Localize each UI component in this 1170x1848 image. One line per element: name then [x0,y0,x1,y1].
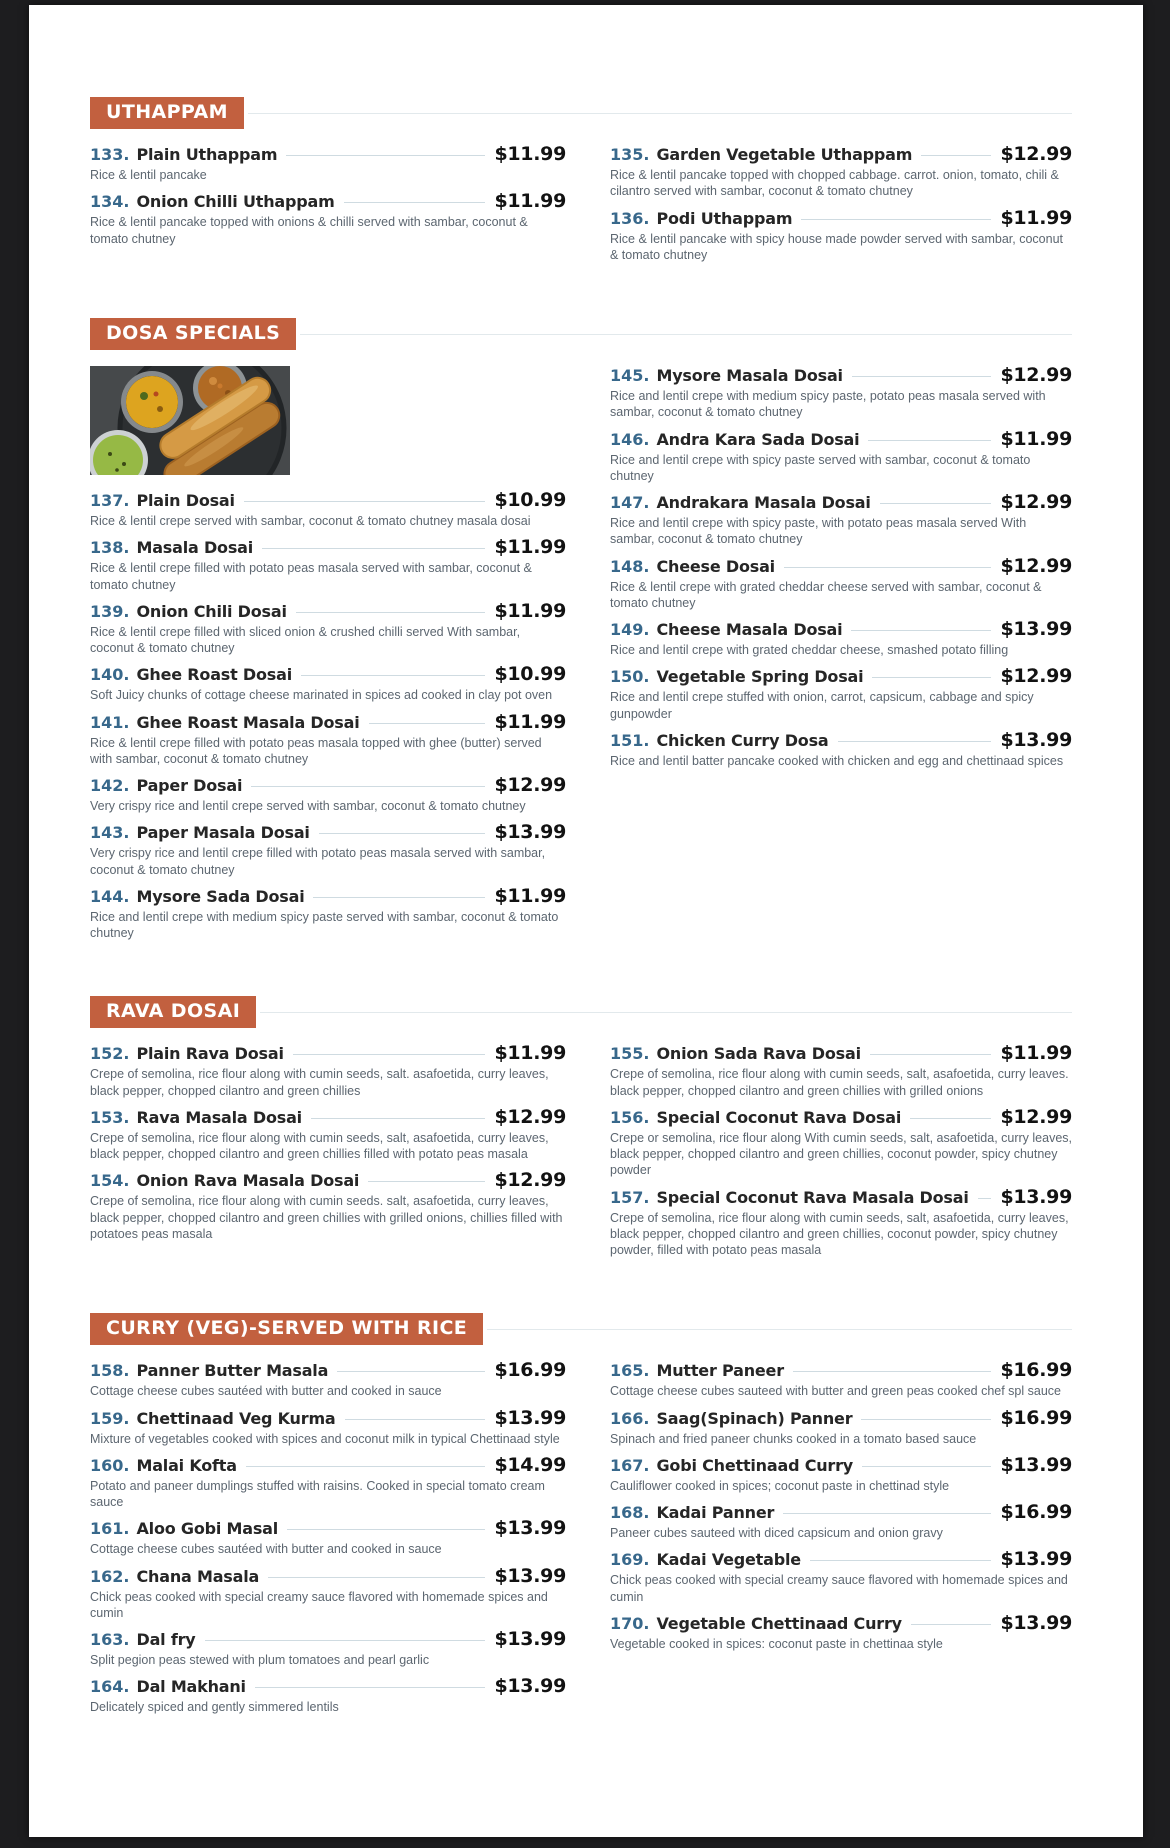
item-price: $14.99 [494,1453,566,1476]
item-number: 152. [90,1044,130,1064]
leader-line [851,630,991,631]
leader-line [344,202,486,203]
item-number: 160. [90,1455,130,1475]
menu-item-head [90,143,566,165]
menu-item [610,428,1072,485]
item-description: Split pegion peas stewed with plum tomatoes and pearl garlic [90,1653,430,1667]
item-number: 153. [90,1107,130,1127]
item-number: 135. [610,145,650,164]
item-description: Rice and lentil crepe with spicy paste served with sambar, coconut & tomato chutney [610,452,1031,483]
item-name: Plain Rava Dosai [136,1044,284,1064]
menu-item [610,1501,1072,1541]
item-number: 156. [610,1107,650,1127]
item-price: $12.99 [1000,143,1072,165]
menu-item-head [610,1612,1072,1634]
menu-item [90,774,566,814]
menu-item-head [610,1042,1072,1064]
leader-line [337,1371,485,1372]
item-description: Paneer cubes sauteed with diced capsicum and onion gravy [610,1526,943,1540]
item-price: $12.99 [494,1169,566,1192]
dosa-platter-photo [90,366,290,475]
item-name: Masala Dosai [136,538,254,558]
item-number: 154. [90,1171,130,1191]
menu-item-head [610,665,1072,687]
item-name: Dal fry [136,1630,196,1649]
item-price: $12.99 [494,774,566,796]
menu-item [610,143,1072,200]
menu-item-head [610,555,1072,577]
item-number: 162. [90,1566,130,1586]
item-description: Rice & lentil crepe with grated cheddar cheese served with sambar, coconut & tomato chutney [610,579,1042,610]
menu-item-head [90,489,566,511]
menu-item [610,1454,1072,1494]
item-number: 145. [610,366,650,385]
menu-item [90,489,566,529]
menu-item [90,600,566,657]
menu-item-head [90,774,566,796]
item-description: Rice and lentil crepe stuffed with onion, carrot, capsicum, cabbage and spicy gunpowder [610,690,1034,721]
menu-item-head [610,1407,1072,1429]
item-description: Very crispy rice and lentil crepe served with sambar, coconut & tomato chutney [90,799,526,813]
item-price: $11.99 [1000,1042,1072,1065]
item-price: $12.99 [494,1105,566,1128]
leader-line [319,833,486,834]
item-description: Rice & lentil crepe filled with potato peas masala served with sambar, coconut & tomato chutney [90,561,532,592]
item-price: $11.99 [494,536,566,559]
menu-item [610,555,1072,612]
leader-line [872,677,991,678]
item-name: Mutter Paneer [656,1361,784,1381]
item-price: $13.99 [494,821,566,844]
item-description: Rice & lentil crepe served with sambar, coconut & tomato chutney masala dosai [90,514,531,528]
leader-line [978,1198,992,1199]
item-name: Chana Masala [136,1566,260,1586]
section-column-right [610,143,1072,270]
item-name: Vegetable Spring Dosai [656,667,864,687]
menu-item-head [90,190,566,212]
item-name: Mysore Masala Dosai [656,366,843,385]
item-name: Rava Masala Dosai [136,1107,302,1127]
item-price: $11.99 [494,710,566,733]
section-rule [487,1329,1072,1330]
item-price: $13.99 [1000,1611,1072,1634]
menu-item-head [90,1675,566,1697]
item-name: Ghee Roast Masala Dosai [136,712,360,732]
item-price: $16.99 [1000,1406,1072,1429]
leader-line [880,503,992,504]
menu-item [90,711,566,768]
item-price: $16.99 [1000,1501,1072,1523]
item-description: Crepe of semolina, rice flour along with cumin seeds, salt, asafoetida, curry leaves, black pepper, chopped cilantro and green chillies, coconut powder, spicy chutney powder, filled with potato peas masala [610,1210,1069,1257]
item-description: Rice & lentil pancake with spicy house made powder served with sambar, coconut & tomato chutney [610,231,1064,262]
item-name: Cheese Dosai [656,556,775,576]
item-price: $13.99 [494,1564,566,1587]
section-rule [260,1012,1072,1013]
item-name: Onion Rava Masala Dosai [136,1171,360,1191]
leader-line [251,786,485,787]
section-header [90,318,1072,350]
leader-line [205,1640,486,1641]
menu-item-head [610,364,1072,386]
menu-item [90,1359,566,1399]
item-description: Cottage cheese cubes sautéed with butter and cooked in sauce [90,1542,442,1557]
item-number: 139. [90,601,130,621]
menu-item [610,1612,1072,1652]
item-description: Crepe or semolina, rice flour along With cumin seeds, salt, asafoetida, curry leaves, black pepper, chopped cilantro and green chillies, coconut powder, spicy chutney powder [610,1130,1073,1178]
menu-item [90,143,566,183]
item-number: 155. [610,1044,650,1064]
menu-item [90,1675,566,1715]
section-column-right [610,1042,1072,1265]
item-price: $11.99 [494,143,566,165]
item-number: 164. [90,1677,130,1697]
item-price: $12.99 [1000,1105,1072,1128]
leader-line [783,1513,991,1514]
item-price: $13.99 [494,1675,566,1698]
leader-line [287,1529,485,1530]
item-price: $11.99 [494,1042,566,1065]
menu-item-head [90,1454,566,1476]
item-price: $13.99 [1000,618,1072,640]
section-title-badge: RAVA DOSAI [90,996,256,1028]
item-description: Mixture of vegetables cooked with spices and coconut milk in typical Chettinaad style [90,1431,560,1446]
item-price: $11.99 [494,190,566,213]
item-name: Aloo Gobi Masal [136,1519,279,1539]
menu-item [610,729,1072,769]
dosa-platter-illustration [90,366,290,475]
item-description: Rice and lentil crepe with medium spicy paste served with sambar, coconut & tomato chutney [90,909,559,940]
menu-item-head [90,1042,566,1064]
item-name: Mysore Sada Dosai [136,886,305,906]
item-description: Spinach and fried paneer chunks cooked in a tomato based sauce [610,1431,977,1446]
item-number: 167. [610,1455,650,1475]
item-name: Paper Dosai [136,776,243,795]
menu-item [610,1548,1072,1605]
item-description: Very crispy rice and lentil crepe filled with potato peas masala served with sambar, coconut & tomato chutney [90,846,546,877]
section-column-left [90,1359,566,1722]
item-name: Saag(Spinach) Panner [656,1408,853,1428]
item-name: Podi Uthappam [656,208,793,228]
menu-item [90,1565,566,1622]
item-description: Cottage cheese cubes sauteed with butter and green peas cooked chef spl sauce [610,1384,1061,1399]
item-number: 165. [610,1361,650,1381]
item-number: 143. [90,823,130,843]
item-price: $13.99 [1000,1548,1072,1571]
menu-item-head [90,663,566,685]
leader-line [911,1624,992,1625]
item-number: 159. [90,1408,130,1428]
leader-line [311,1118,486,1119]
item-number: 133. [90,145,130,164]
menu-item-head [610,207,1072,229]
item-description: Vegetable cooked in spices: coconut paste in chettinaa style [610,1636,943,1651]
item-number: 141. [90,712,130,732]
menu-item [90,663,566,703]
item-description: Cauliflower cooked in spices; coconut paste in chettinad style [610,1478,950,1493]
menu-item-head [90,821,566,843]
item-price: $12.99 [1000,364,1072,386]
leader-line [810,1560,992,1561]
item-price: $11.99 [1000,427,1072,450]
item-name: Ghee Roast Dosai [136,665,293,685]
menu-item [610,1186,1072,1259]
item-name: Special Coconut Rava Masala Dosai [656,1187,969,1207]
item-name: Onion Sada Rava Dosai [656,1044,861,1064]
menu-item [90,821,566,878]
item-number: 138. [90,538,130,558]
leader-line [921,155,991,156]
menu-section [90,97,1072,270]
leader-line [852,376,992,377]
section-header [90,97,1072,129]
menu-item-head [90,600,566,622]
menu-item [90,1106,566,1163]
menu-item-head [610,1359,1072,1381]
item-name: Plain Dosai [136,491,235,510]
leader-line [861,1419,991,1420]
menu-item [610,665,1072,722]
leader-line [870,1054,992,1055]
menu-item [610,1407,1072,1447]
leader-line [255,1687,486,1688]
item-name: Gobi Chettinaad Curry [656,1455,854,1475]
item-name: Plain Uthappam [136,145,278,164]
item-name: Panner Butter Masala [136,1361,329,1381]
menu-item [610,207,1072,264]
item-number: 149. [610,620,650,639]
item-price: $12.99 [1000,491,1072,513]
item-number: 163. [90,1630,130,1649]
leader-line [296,612,486,613]
item-number: 158. [90,1361,130,1381]
leader-line [801,219,991,220]
item-name: Chettinaad Veg Kurma [136,1408,336,1428]
section-title-badge: UTHAPPAM [90,97,244,129]
section-header [90,996,1072,1028]
menu-item [610,1042,1072,1099]
item-description: Crepe of semolina, rice flour along with cumin seeds. salt, asafoetida, curry leaves, black pepper, chopped cilantro and green chillies with grilled onions, chillies filled with potatoes peas masala [90,1194,563,1241]
item-description: Chick peas cooked with special creamy sauce flavored with homemade spices and cumin [90,1589,548,1620]
leader-line [301,675,485,676]
section-column-left [90,1042,566,1249]
menu-item [90,1517,566,1557]
menu-section [90,318,1072,948]
menu-item [90,1454,566,1511]
item-price: $12.99 [1000,665,1072,688]
menu-section [90,996,1072,1265]
item-name: Kadai Panner [656,1503,775,1522]
menu-item-head [610,1548,1072,1570]
item-description: Chick peas cooked with special creamy sauce flavored with homemade spices and cumin [610,1573,1068,1604]
item-name: Andrakara Masala Dosai [656,493,871,512]
menu-page [29,5,1143,1837]
leader-line [293,1054,486,1055]
menu-item [610,1359,1072,1399]
item-price: $16.99 [1000,1359,1072,1382]
menu-item-head [90,1517,566,1539]
section-columns [90,364,1072,948]
leader-line [286,155,485,156]
item-price: $16.99 [494,1359,566,1382]
item-description: Rice and lentil crepe with medium spicy paste, potato peas masala served with sambar, coconut & tomato chutney [610,389,1046,420]
item-name: Onion Chili Dosai [136,601,287,621]
section-column-right [610,364,1072,776]
item-number: 161. [90,1519,130,1539]
leader-line [313,897,485,898]
menu-item-head [90,1407,566,1429]
item-name: Cheese Masala Dosai [656,620,843,639]
menu-item [90,536,566,593]
item-description: Delicately spiced and gently simmered lentils [90,1700,339,1715]
section-columns [90,1042,1072,1265]
item-number: 137. [90,491,130,510]
item-price: $11.99 [494,599,566,622]
item-price: $11.99 [1000,206,1072,229]
menu-item [90,190,566,247]
section-column-left [90,364,566,948]
item-price: $13.99 [1000,1185,1072,1208]
menu-item [90,1407,566,1447]
item-price: $13.99 [494,1406,566,1429]
item-description: Rice & lentil crepe filled with potato peas masala topped with ghee (butter) served with sambar, coconut & tomato chutney [90,735,542,766]
menu-item-head [90,885,566,907]
menu-item-head [610,428,1072,450]
leader-line [369,723,486,724]
menu-item-head [610,729,1072,751]
item-name: Special Coconut Rava Dosai [656,1107,902,1127]
item-price: $10.99 [494,489,566,511]
item-number: 134. [90,192,130,212]
menu-item-head [90,1106,566,1128]
menu-item [610,491,1072,548]
menu-item-head [90,1628,566,1650]
menu-item-head [90,711,566,733]
item-number: 169. [610,1550,650,1570]
item-number: 170. [610,1613,650,1633]
item-description: Rice & lentil crepe filled with sliced onion & crushed chilli served With sambar, coconut & tomato chutney [90,624,521,655]
item-description: Rice and lentil batter pancake cooked with chicken and egg and chettinaad spices [610,753,1064,768]
menu-item-head [90,536,566,558]
menu-item [90,1169,566,1242]
item-number: 166. [610,1408,650,1428]
item-number: 168. [610,1503,650,1522]
item-description: Crepe of semolina, rice flour along with cumin seeds, salt, asafoetida, curry leaves. black pepper, chopped cilantro and green chillies with grilled onions [610,1067,1069,1098]
menu-item-head [90,1359,566,1381]
item-price: $12.99 [1000,554,1072,577]
leader-line [262,548,485,549]
item-number: 151. [610,730,650,750]
menu-item-head [610,491,1072,513]
section-rule [300,334,1072,335]
section-column-right [610,1359,1072,1659]
menu-item-head [610,1186,1072,1208]
section-header [90,1313,1072,1345]
item-number: 147. [610,493,650,512]
menu-item [610,618,1072,658]
item-description: Potato and paneer dumplings stuffed with raisins. Cooked in special tomato cream sauce [90,1478,545,1509]
item-price: $11.99 [494,884,566,907]
item-name: Chicken Curry Dosa [656,730,829,750]
item-price: $13.99 [1000,1453,1072,1476]
section-rule [248,113,1072,114]
item-description: Cottage cheese cubes sautéed with butter and cooked in sauce [90,1384,442,1399]
item-name: Malai Kofta [136,1455,237,1475]
item-price: $10.99 [494,663,566,686]
item-description: Rice and lentil crepe with grated cheddar cheese, smashed potato filling [610,643,1009,657]
item-name: Onion Chilli Uthappam [136,192,335,212]
item-name: Kadai Vegetable [656,1550,801,1570]
item-price: $13.99 [494,1628,566,1650]
item-number: 140. [90,665,130,685]
item-number: 146. [610,429,650,449]
menu-item [90,1628,566,1668]
menu-item-head [610,618,1072,640]
menu-item [90,1042,566,1099]
menu-item-head [610,1501,1072,1523]
leader-line [784,567,992,568]
item-description: Rice and lentil crepe with spicy paste, with potato peas masala served With sambar, coconut & tomato chutney [610,516,1027,547]
item-number: 144. [90,886,130,906]
menu-item-head [90,1169,566,1191]
leader-line [862,1466,991,1467]
menu-item-head [610,143,1072,165]
item-number: 142. [90,776,130,795]
item-name: Vegetable Chettinaad Curry [656,1613,902,1633]
item-price: $13.99 [1000,728,1072,751]
item-description: Rice & lentil pancake topped with onions & chilli served with sambar, coconut & tomato chutney [90,215,528,246]
item-number: 136. [610,208,650,228]
item-name: Garden Vegetable Uthappam [656,145,913,164]
section-title-badge: CURRY (VEG)-SERVED WITH RICE [90,1313,483,1345]
menu-sections-container [90,97,1143,1723]
section-columns [90,143,1072,270]
menu-item-head [90,1565,566,1587]
menu-item-head [610,1454,1072,1476]
section-title-badge: DOSA SPECIALS [90,318,296,350]
leader-line [368,1181,485,1182]
menu-item-head [610,1106,1072,1128]
leader-line [244,501,486,502]
item-description: Crepe of semolina, rice flour along with cumin seeds, salt, asafoetida, curry leaves, black pepper, chopped cilantro and green chillies filled with potato peas masala [90,1130,549,1161]
section-columns [90,1359,1072,1722]
leader-line [838,741,992,742]
leader-line [268,1577,485,1578]
item-number: 148. [610,556,650,576]
item-description: Crepe of semolina, rice flour along with cumin seeds, salt. asafoetida, curry leaves, black pepper, chopped cilantro and green chillies [90,1067,549,1098]
section-column-left [90,143,566,254]
item-number: 157. [610,1187,650,1207]
item-description: Rice & lentil pancake [90,168,207,182]
item-number: 150. [610,667,650,687]
item-name: Andra Kara Sada Dosai [656,429,860,449]
item-name: Paper Masala Dosai [136,823,310,843]
item-name: Dal Makhani [136,1677,246,1697]
leader-line [793,1371,992,1372]
leader-line [868,440,991,441]
item-price: $13.99 [494,1517,566,1540]
menu-section [90,1313,1072,1722]
leader-line [910,1118,991,1119]
leader-line [345,1419,486,1420]
menu-item [90,885,566,942]
menu-item [610,1106,1072,1179]
menu-item [610,364,1072,421]
item-description: Rice & lentil pancake topped with chopped cabbage. carrot. onion, tomato, chili & cilantro served with sambar, coconut & tomato chutney [610,168,1059,199]
item-description: Soft Juicy chunks of cottage cheese marinated in spices ad cooked in clay pot oven [90,688,553,703]
leader-line [246,1466,486,1467]
